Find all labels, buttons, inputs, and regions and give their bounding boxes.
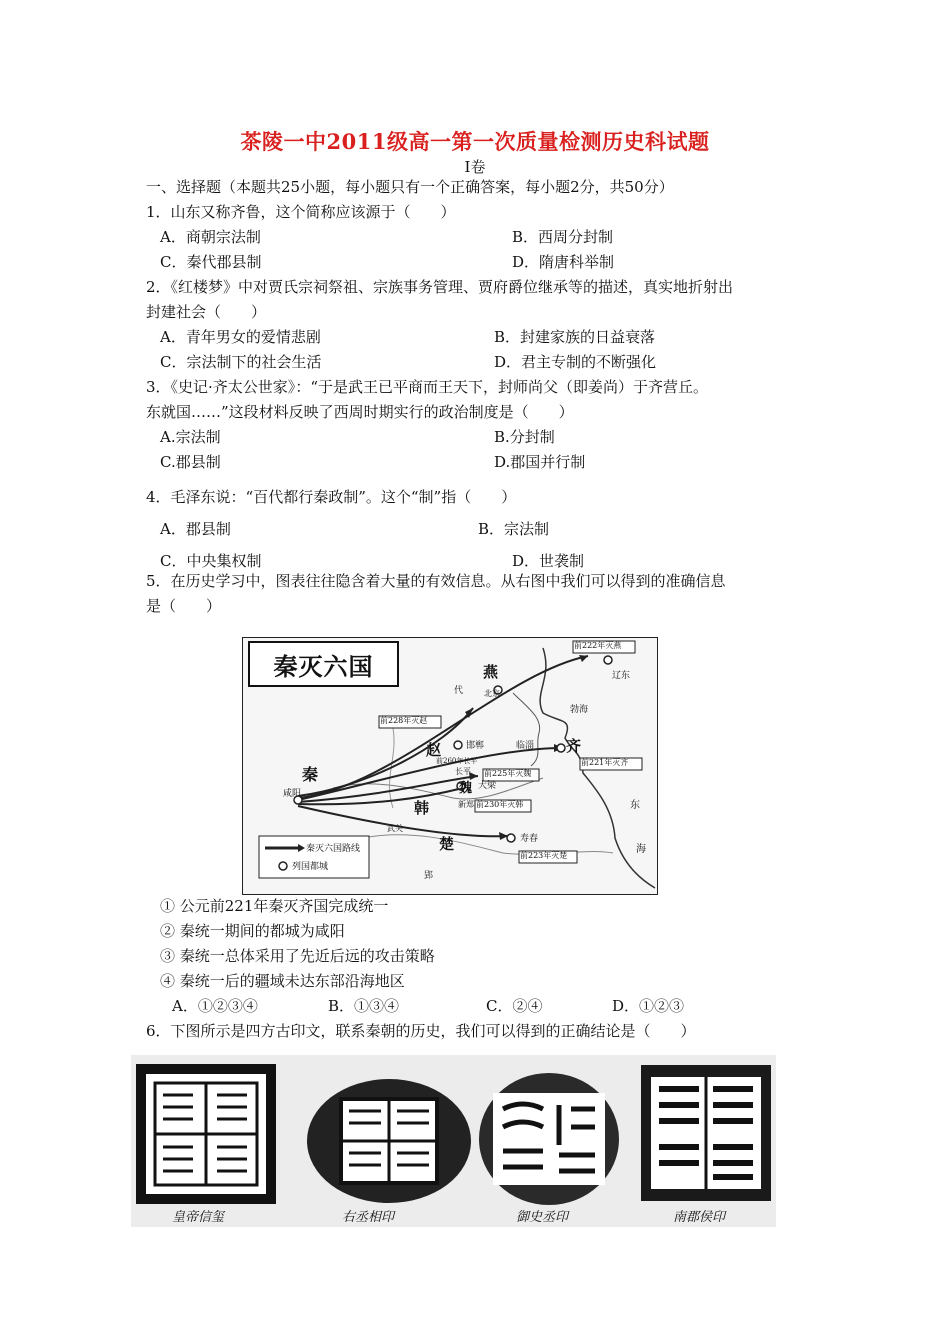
- seal-caption-3: 御史丞印: [516, 1210, 569, 1225]
- map-place-linzi: 临淄: [516, 741, 535, 751]
- question-4-option-c: C．中央集权制: [160, 552, 262, 570]
- question-1-option-d: D．隋唐科举制: [512, 253, 615, 271]
- map-place-east: 东: [630, 800, 640, 811]
- map-place-daliang: 大梁: [478, 781, 497, 791]
- map-label-zhao: 赵: [426, 741, 442, 759]
- seal-caption-1: 皇帝信玺: [172, 1210, 225, 1225]
- question-3-stem-line1: 3．《史记·齐太公世家》：“于是武王已平商而王天下，封师尚父（即姜尚）于齐营丘。: [146, 378, 708, 396]
- map-place-xianyang: 咸阳: [283, 789, 302, 799]
- question-3-option-a: A.宗法制: [160, 428, 221, 446]
- seal-censor-icon: [479, 1073, 619, 1205]
- map-event-wei: 前225年灭魏: [484, 769, 532, 778]
- question-5-statement-3: ③ 秦统一总体采用了先近后远的攻击策略: [160, 947, 435, 965]
- exam-title: 茶陵一中2011级高一第一次质量检测历史科试题: [240, 129, 710, 154]
- map-legend-capital: 列国都城: [292, 862, 329, 872]
- question-5-option-c: C．②④: [486, 997, 543, 1015]
- question-3-option-d: D.郡国并行制: [494, 453, 586, 471]
- question-2-stem-line2: 封建社会（ ）: [146, 303, 267, 321]
- question-5-option-b: B．①③④: [328, 997, 400, 1015]
- question-2-option-b: B．封建家族的日益衰落: [494, 328, 656, 346]
- seal-emperor-icon: [141, 1069, 271, 1199]
- question-3-stem-line2: 东就国……”这段材料反映了西周时期实行的政治制度是（ ）: [146, 403, 574, 421]
- question-2-option-a: A．青年男女的爱情悲剧: [160, 328, 321, 346]
- map-label-qi: 齐: [566, 737, 582, 755]
- map-place-wuguan: 武关: [387, 824, 403, 833]
- section-heading: 一、选择题（本题共25小题，每小题只有一个正确答案，每小题2分，共50分）: [146, 178, 674, 196]
- question-1-option-b: B．西周分封制: [512, 228, 614, 246]
- question-2-option-c: C．宗法制下的社会生活: [160, 353, 322, 371]
- map-place-shouchun: 寿春: [520, 834, 539, 844]
- ancient-seals-image: [131, 1055, 776, 1227]
- question-5-stem-line1: 5．在历史学习中，图表往往隐含着大量的有效信息。从右图中我们可以得到的准确信息: [146, 572, 726, 590]
- map-place-xinzheng: 新郑: [458, 800, 474, 809]
- question-1-option-c: C．秦代郡县制: [160, 253, 262, 271]
- map-label-han: 韩: [414, 799, 430, 817]
- map-place-handan: 邯郸: [466, 741, 485, 751]
- question-2-stem-line1: 2．《红楼梦》中对贾氏宗祠祭祖、宗族事务管理、贾府爵位继承等的描述，真实地折射出: [146, 278, 734, 296]
- seals-drawing: [131, 1055, 776, 1227]
- question-5-statement-2: ② 秦统一期间的都城为咸阳: [160, 922, 345, 940]
- map-label-chu: 楚: [439, 835, 455, 853]
- map-legend-route: 秦灭六国路线: [306, 844, 361, 854]
- map-place-changping: 长平: [455, 767, 471, 776]
- exam-part-label: I卷: [464, 158, 486, 176]
- question-6-stem: 6．下图所示是四方古印文，联系秦朝的历史，我们可以得到的正确结论是（ ）: [146, 1022, 696, 1040]
- seal-caption-2: 右丞相印: [342, 1210, 395, 1225]
- seal-caption-4: 南郡侯印: [673, 1210, 726, 1225]
- question-3-option-c: C.郡县制: [160, 453, 221, 471]
- map-label-wei: 魏: [459, 781, 473, 796]
- question-4-option-d: D．世袭制: [512, 552, 585, 570]
- question-4-stem: 4．毛泽东说：“百代都行秦政制”。这个“制”指（ ）: [146, 488, 517, 506]
- map-event-changping: 前260年长平: [436, 757, 478, 765]
- question-4-option-b: B．宗法制: [478, 520, 550, 538]
- map-place-liaodong: 辽东: [612, 671, 631, 681]
- question-5-statement-4: ④ 秦统一后的疆域未达东部沿海地区: [160, 972, 405, 990]
- question-5-stem-line2: 是（ ）: [146, 597, 222, 615]
- seal-marquis-icon: [641, 1065, 771, 1201]
- question-4-option-a: A．郡县制: [160, 520, 231, 538]
- map-place-dai: 代: [454, 686, 464, 696]
- map-place-sea: 海: [636, 844, 646, 855]
- map-label-yan: 燕: [483, 663, 499, 681]
- map-place-ying: 郢: [424, 871, 434, 881]
- question-5-option-d: D．①②③: [612, 997, 685, 1015]
- map-event-qi: 前221年灭齐: [581, 758, 629, 767]
- question-2-option-d: D．君主专制的不断强化: [494, 353, 657, 371]
- question-1-option-a: A．商朝宗法制: [160, 228, 261, 246]
- map-place-bohai: 勃海: [570, 705, 589, 715]
- map-title: 秦灭六国: [248, 641, 399, 687]
- map-event-han: 前230年灭韩: [476, 800, 524, 809]
- map-event-yan: 前222年灭燕: [574, 641, 622, 650]
- map-place-beijing: 北京: [484, 689, 500, 698]
- map-event-zhao: 前228年灭赵: [380, 716, 428, 725]
- question-5-statement-1: ① 公元前221年秦灭齐国完成统一: [160, 897, 389, 915]
- question-5-option-a: A．①②③④: [172, 997, 258, 1015]
- map-label-qin: 秦: [302, 765, 319, 784]
- question-3-option-b: B.分封制: [494, 428, 555, 446]
- map-event-chu: 前223年灭楚: [520, 851, 568, 860]
- seal-chancellor-icon: [307, 1079, 471, 1203]
- question-1-stem: 1．山东又称齐鲁，这个简称应该源于（ ）: [146, 203, 456, 221]
